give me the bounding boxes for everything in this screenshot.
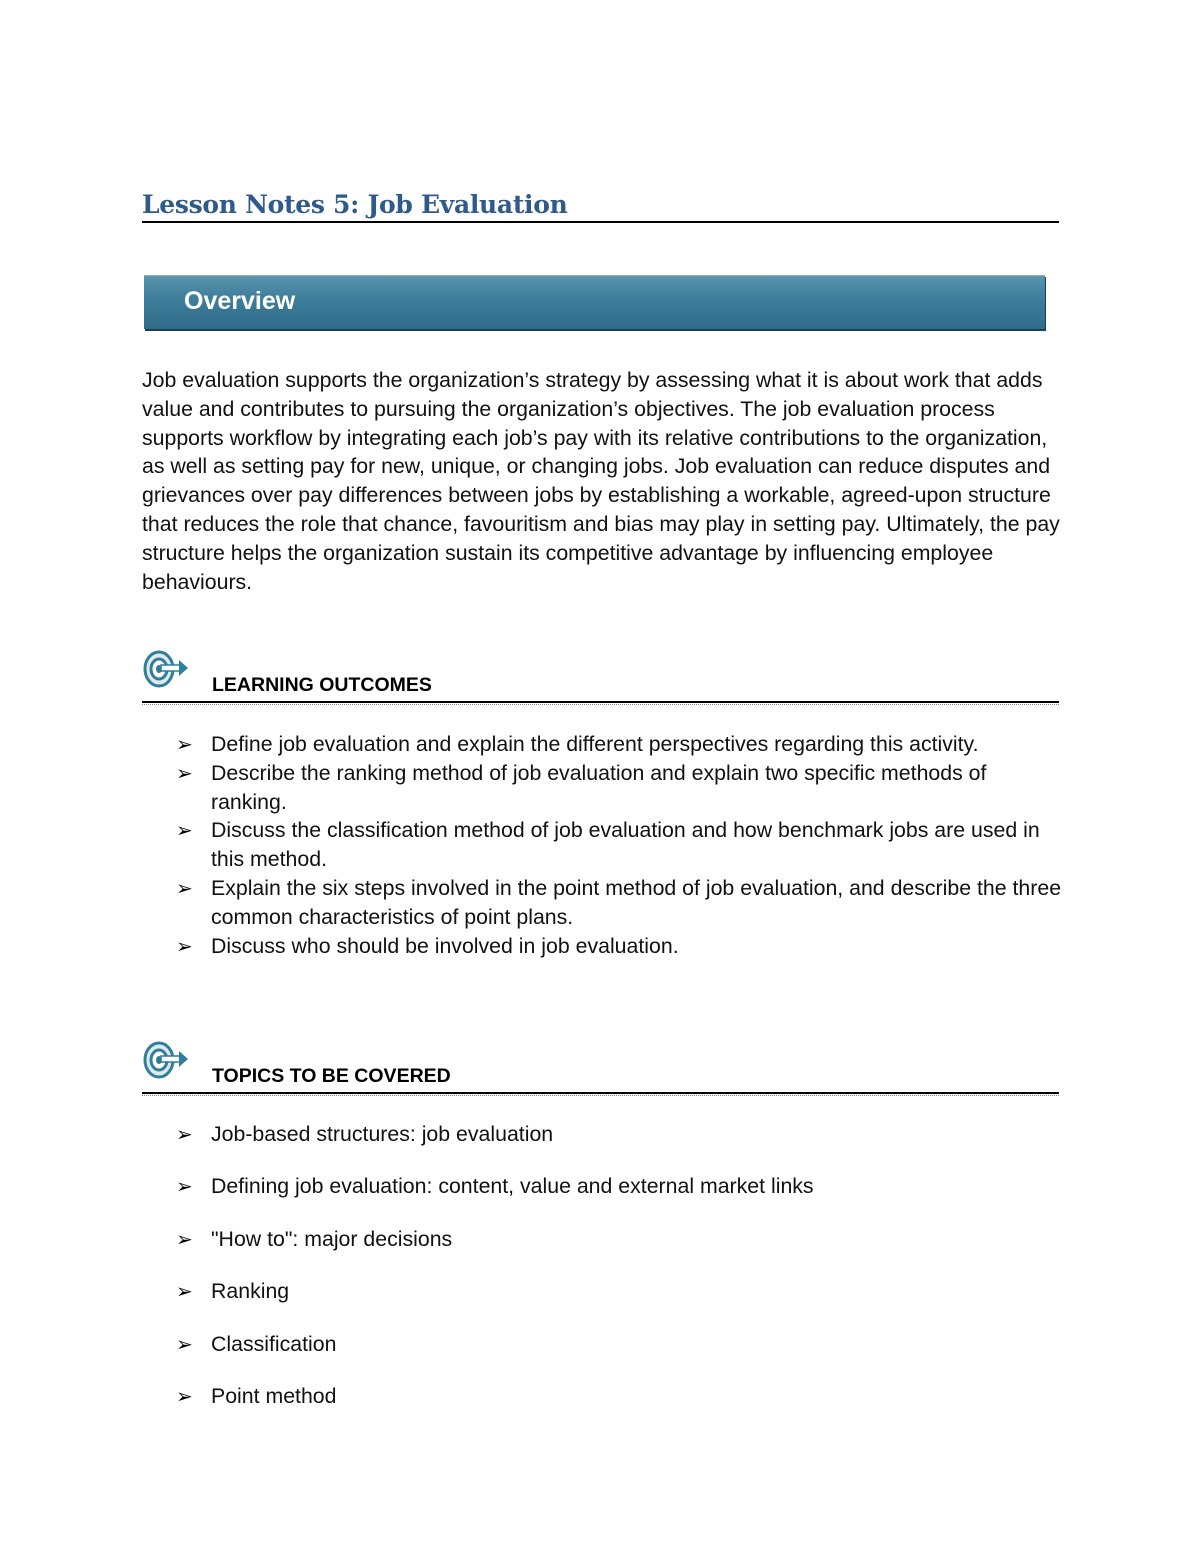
list-item: ➢ Describe the ranking method of job evaluation and explain two specific methods of ranking. xyxy=(176,760,987,814)
overview-paragraph: Job evaluation supports the organization’s strategy by assessing what it is about work that adds value and contributes to pursuing the organization’s objectives. The job evaluation process supports workflow by integrating each job’s pay with its relative contributions to the organization, as well as setting pay for new, unique, or changing jobs. Job evaluation can reduce disputes and grievances over pay differences between jobs by establishing a workable, agreed-upon structure that reduces the role that chance, favouritism and bias may play in setting pay. Ultimately, the pay structure helps the organization sustain its competitive advantage by influencing employee behaviours. xyxy=(142,368,1060,594)
section-divider xyxy=(142,1092,1059,1096)
list-item: ➢ Point method xyxy=(176,1382,1066,1411)
arrow-bullet-icon: ➢ xyxy=(176,1383,193,1408)
arrow-bullet-icon: ➢ xyxy=(176,1331,193,1356)
overview-banner xyxy=(144,275,1045,329)
list-item: ➢ "How to": major decisions xyxy=(176,1225,1066,1254)
arrow-bullet-icon: ➢ xyxy=(176,1122,193,1146)
learning-outcomes-list xyxy=(176,730,1066,960)
arrow-bullet-icon: ➢ xyxy=(176,1279,193,1304)
topics-list xyxy=(176,1120,1066,1434)
overview-label: Overview xyxy=(184,287,296,315)
list-item: ➢ Discuss who should be involved in job evaluation. xyxy=(176,932,1066,961)
list-item: ➢ Discuss the classification method of job evaluation and how benchmark jobs are used in this method. xyxy=(176,818,1040,872)
list-item: ➢ Ranking xyxy=(176,1277,1066,1306)
target-icon xyxy=(143,1039,189,1081)
arrow-bullet-icon: ➢ xyxy=(176,760,193,785)
list-item: ➢ Explain the six steps involved in the point method of job evaluation, and describe the three common characteristics of point plans. xyxy=(176,875,1062,929)
list-item: ➢ Job-based structures: job evaluation xyxy=(176,1120,1066,1149)
section-divider xyxy=(142,701,1059,705)
list-item: ➢ Defining job evaluation: content, value and external market links xyxy=(176,1172,1066,1201)
title-underline xyxy=(142,221,1059,223)
arrow-bullet-icon: ➢ xyxy=(176,818,193,843)
arrow-bullet-icon: ➢ xyxy=(176,732,193,756)
topics-heading: TOPICS TO BE COVERED xyxy=(212,1065,451,1087)
page-title: Lesson Notes 5: Job Evaluation xyxy=(142,190,568,219)
target-icon xyxy=(143,648,189,690)
arrow-bullet-icon: ➢ xyxy=(176,875,193,900)
arrow-bullet-icon: ➢ xyxy=(176,933,193,958)
learning-outcomes-header xyxy=(142,648,1059,704)
topics-header xyxy=(142,1039,1059,1095)
list-item: ➢ Classification xyxy=(176,1330,1066,1359)
arrow-bullet-icon: ➢ xyxy=(176,1226,193,1251)
learning-outcomes-heading: LEARNING OUTCOMES xyxy=(212,674,432,696)
list-item: ➢ Define job evaluation and explain the different perspectives regarding this activity. xyxy=(176,730,1066,759)
arrow-bullet-icon: ➢ xyxy=(176,1174,193,1199)
